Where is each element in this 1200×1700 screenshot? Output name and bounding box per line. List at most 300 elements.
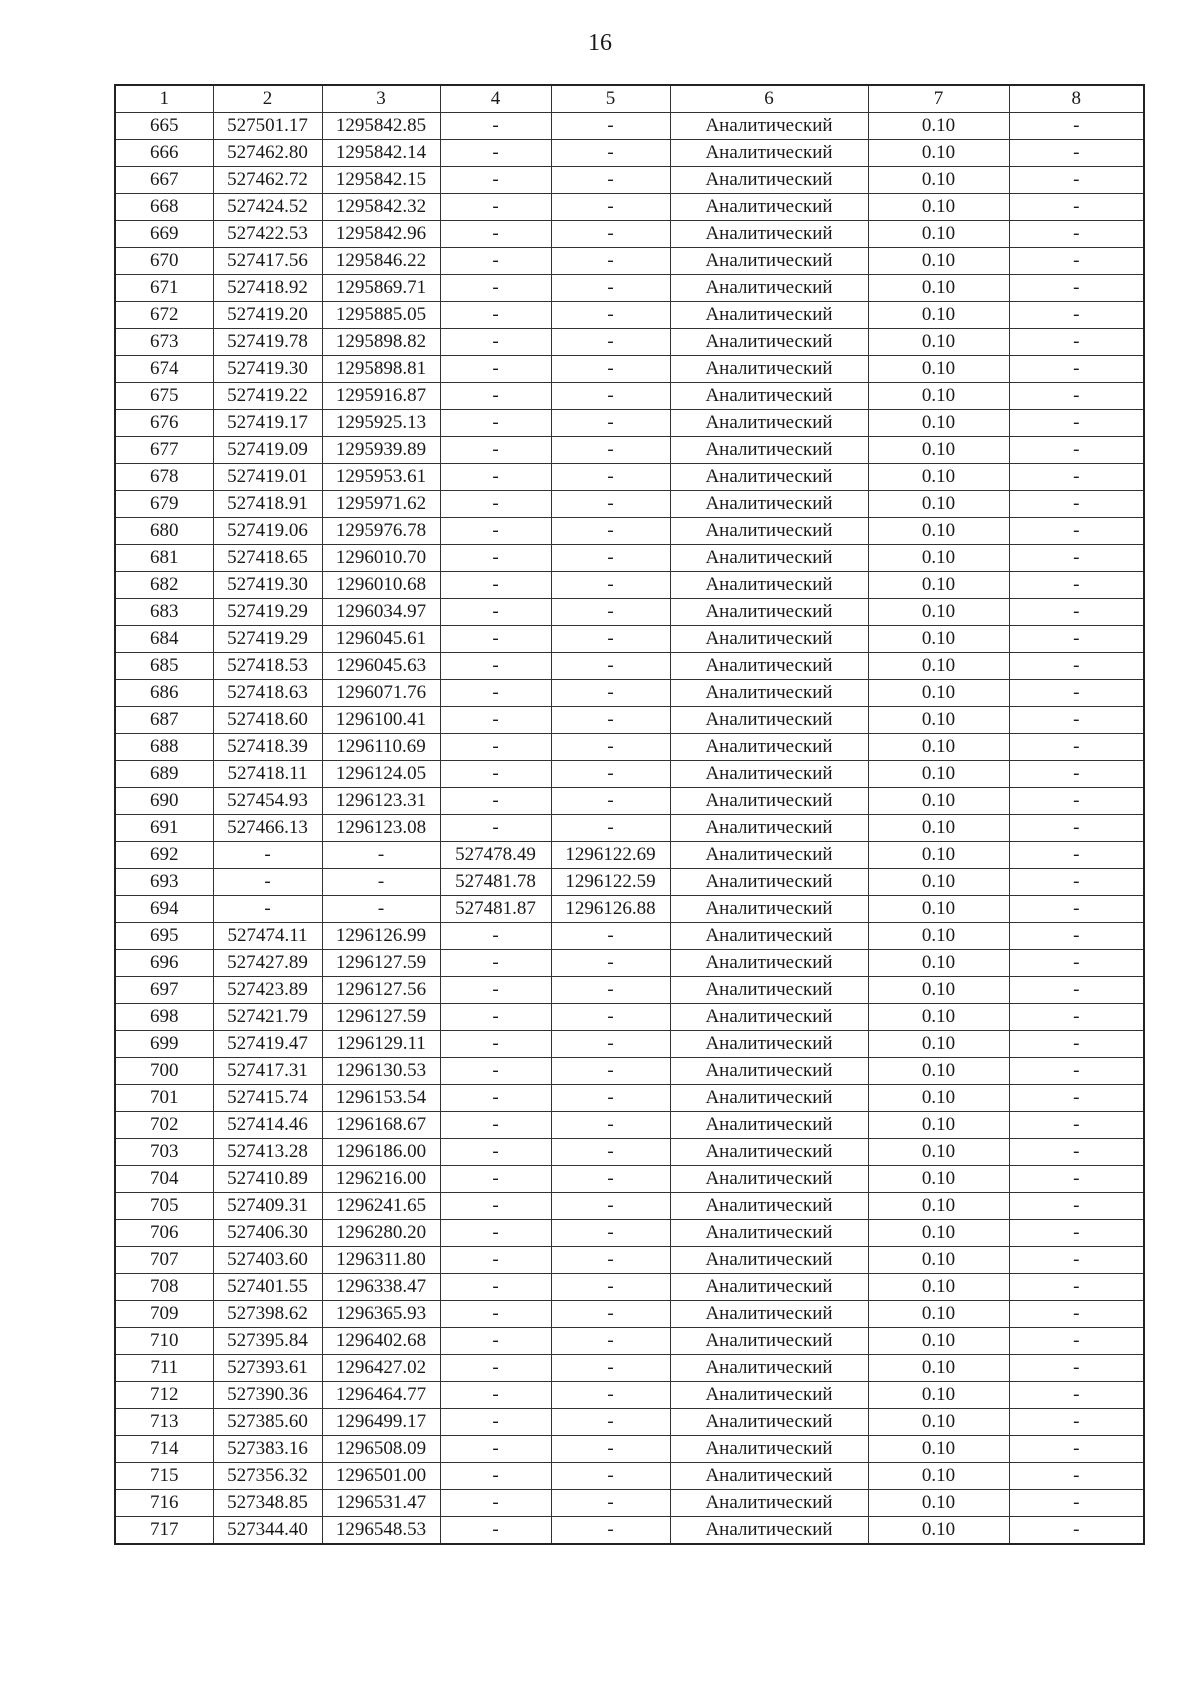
table-row <box>115 923 1144 950</box>
y-alt-coordinate-cell: - <box>551 1301 670 1328</box>
point-number-cell: 694 <box>115 896 213 923</box>
point-number-cell: 666 <box>115 140 213 167</box>
x-coordinate-cell: 527393.61 <box>213 1355 322 1382</box>
y-coordinate-cell: 1296338.47 <box>322 1274 440 1301</box>
y-alt-coordinate-cell: - <box>551 113 670 140</box>
point-number-cell: 668 <box>115 194 213 221</box>
y-coordinate-cell: 1295842.85 <box>322 113 440 140</box>
note-cell: - <box>1009 626 1144 653</box>
method-cell: Аналитический <box>670 1301 868 1328</box>
table-row <box>115 248 1144 275</box>
y-coordinate-cell: 1296100.41 <box>322 707 440 734</box>
x-alt-coordinate-cell: - <box>440 329 551 356</box>
point-number-cell: 714 <box>115 1436 213 1463</box>
x-coordinate-cell: 527419.20 <box>213 302 322 329</box>
x-alt-coordinate-cell: - <box>440 680 551 707</box>
method-cell: Аналитический <box>670 1436 868 1463</box>
note-cell: - <box>1009 1436 1144 1463</box>
point-number-cell: 704 <box>115 1166 213 1193</box>
method-cell: Аналитический <box>670 437 868 464</box>
accuracy-cell: 0.10 <box>868 167 1009 194</box>
accuracy-cell: 0.10 <box>868 1247 1009 1274</box>
table-row <box>115 1058 1144 1085</box>
point-number-cell: 690 <box>115 788 213 815</box>
accuracy-cell: 0.10 <box>868 1139 1009 1166</box>
note-cell: - <box>1009 842 1144 869</box>
table-row <box>115 221 1144 248</box>
x-coordinate-cell: 527383.16 <box>213 1436 322 1463</box>
x-coordinate-cell: 527419.17 <box>213 410 322 437</box>
y-alt-coordinate-cell: - <box>551 1058 670 1085</box>
x-alt-coordinate-cell: - <box>440 1436 551 1463</box>
table-row <box>115 815 1144 842</box>
note-cell: - <box>1009 437 1144 464</box>
note-cell: - <box>1009 491 1144 518</box>
y-coordinate-cell: 1296501.00 <box>322 1463 440 1490</box>
accuracy-cell: 0.10 <box>868 1355 1009 1382</box>
y-coordinate-cell: 1296123.08 <box>322 815 440 842</box>
x-alt-coordinate-cell: - <box>440 140 551 167</box>
x-coordinate-cell: 527419.30 <box>213 572 322 599</box>
x-alt-coordinate-cell: - <box>440 1274 551 1301</box>
point-number-cell: 674 <box>115 356 213 383</box>
table-row <box>115 329 1144 356</box>
table-row <box>115 1301 1144 1328</box>
x-alt-coordinate-cell: - <box>440 410 551 437</box>
y-alt-coordinate-cell: - <box>551 248 670 275</box>
method-cell: Аналитический <box>670 1382 868 1409</box>
x-alt-coordinate-cell: - <box>440 1355 551 1382</box>
x-alt-coordinate-cell: - <box>440 113 551 140</box>
note-cell: - <box>1009 815 1144 842</box>
x-coordinate-cell: 527419.47 <box>213 1031 322 1058</box>
accuracy-cell: 0.10 <box>868 734 1009 761</box>
x-alt-coordinate-cell: - <box>440 383 551 410</box>
note-cell: - <box>1009 1382 1144 1409</box>
method-cell: Аналитический <box>670 1355 868 1382</box>
y-alt-coordinate-cell: - <box>551 329 670 356</box>
note-cell: - <box>1009 275 1144 302</box>
y-alt-coordinate-cell: - <box>551 1004 670 1031</box>
method-cell: Аналитический <box>670 1328 868 1355</box>
accuracy-cell: 0.10 <box>868 1517 1009 1545</box>
note-cell: - <box>1009 1328 1144 1355</box>
x-alt-coordinate-cell: - <box>440 1085 551 1112</box>
note-cell: - <box>1009 113 1144 140</box>
x-coordinate-cell: 527395.84 <box>213 1328 322 1355</box>
point-number-cell: 708 <box>115 1274 213 1301</box>
x-coordinate-cell: 527419.01 <box>213 464 322 491</box>
y-alt-coordinate-cell: - <box>551 1463 670 1490</box>
accuracy-cell: 0.10 <box>868 1463 1009 1490</box>
method-cell: Аналитический <box>670 1004 868 1031</box>
y-alt-coordinate-cell: - <box>551 437 670 464</box>
point-number-cell: 679 <box>115 491 213 518</box>
method-cell: Аналитический <box>670 464 868 491</box>
point-number-cell: 670 <box>115 248 213 275</box>
note-cell: - <box>1009 329 1144 356</box>
accuracy-cell: 0.10 <box>868 1058 1009 1085</box>
y-coordinate-cell: 1296216.00 <box>322 1166 440 1193</box>
table-row <box>115 1166 1144 1193</box>
x-alt-coordinate-cell: - <box>440 923 551 950</box>
y-alt-coordinate-cell: - <box>551 167 670 194</box>
y-coordinate-cell: 1296531.47 <box>322 1490 440 1517</box>
table-row <box>115 707 1144 734</box>
method-cell: Аналитический <box>670 545 868 572</box>
point-number-cell: 688 <box>115 734 213 761</box>
y-alt-coordinate-cell: - <box>551 1085 670 1112</box>
accuracy-cell: 0.10 <box>868 140 1009 167</box>
y-coordinate-cell: 1295842.96 <box>322 221 440 248</box>
table-row <box>115 437 1144 464</box>
x-alt-coordinate-cell: 527481.87 <box>440 896 551 923</box>
note-cell: - <box>1009 518 1144 545</box>
point-number-cell: 711 <box>115 1355 213 1382</box>
y-alt-coordinate-cell: - <box>551 815 670 842</box>
point-number-cell: 689 <box>115 761 213 788</box>
y-coordinate-cell: 1296124.05 <box>322 761 440 788</box>
point-number-cell: 700 <box>115 1058 213 1085</box>
accuracy-cell: 0.10 <box>868 113 1009 140</box>
x-coordinate-cell: 527427.89 <box>213 950 322 977</box>
x-alt-coordinate-cell: - <box>440 599 551 626</box>
accuracy-cell: 0.10 <box>868 194 1009 221</box>
y-coordinate-cell: 1296365.93 <box>322 1301 440 1328</box>
y-coordinate-cell: 1296464.77 <box>322 1382 440 1409</box>
x-alt-coordinate-cell: - <box>440 1301 551 1328</box>
x-coordinate-cell: 527344.40 <box>213 1517 322 1545</box>
x-coordinate-cell: 527419.29 <box>213 626 322 653</box>
x-coordinate-cell: 527418.92 <box>213 275 322 302</box>
x-alt-coordinate-cell: - <box>440 653 551 680</box>
method-cell: Аналитический <box>670 248 868 275</box>
accuracy-cell: 0.10 <box>868 1328 1009 1355</box>
y-coordinate-cell: 1295846.22 <box>322 248 440 275</box>
y-coordinate-cell: 1296045.63 <box>322 653 440 680</box>
x-alt-coordinate-cell: - <box>440 1490 551 1517</box>
y-coordinate-cell: 1296127.59 <box>322 1004 440 1031</box>
method-cell: Аналитический <box>670 1517 868 1545</box>
point-number-cell: 695 <box>115 923 213 950</box>
method-cell: Аналитический <box>670 1166 868 1193</box>
accuracy-cell: 0.10 <box>868 869 1009 896</box>
note-cell: - <box>1009 572 1144 599</box>
y-coordinate-cell: 1296402.68 <box>322 1328 440 1355</box>
table-row <box>115 410 1144 437</box>
method-cell: Аналитический <box>670 302 868 329</box>
x-alt-coordinate-cell: - <box>440 464 551 491</box>
x-coordinate-cell: 527348.85 <box>213 1490 322 1517</box>
note-cell: - <box>1009 1220 1144 1247</box>
y-alt-coordinate-cell: - <box>551 518 670 545</box>
method-cell: Аналитический <box>670 329 868 356</box>
y-coordinate-cell: 1296129.11 <box>322 1031 440 1058</box>
y-coordinate-cell: 1295953.61 <box>322 464 440 491</box>
y-coordinate-cell: 1295885.05 <box>322 302 440 329</box>
point-number-cell: 713 <box>115 1409 213 1436</box>
accuracy-cell: 0.10 <box>868 383 1009 410</box>
method-cell: Аналитический <box>670 869 868 896</box>
x-alt-coordinate-cell: - <box>440 1328 551 1355</box>
x-coordinate-cell: 527390.36 <box>213 1382 322 1409</box>
x-alt-coordinate-cell: - <box>440 302 551 329</box>
table-row <box>115 869 1144 896</box>
method-cell: Аналитический <box>670 734 868 761</box>
note-cell: - <box>1009 761 1144 788</box>
table-row <box>115 1220 1144 1247</box>
y-coordinate-cell: 1296010.68 <box>322 572 440 599</box>
column-header: 2 <box>213 85 322 113</box>
method-cell: Аналитический <box>670 410 868 437</box>
accuracy-cell: 0.10 <box>868 1112 1009 1139</box>
column-header: 5 <box>551 85 670 113</box>
x-coordinate-cell: 527409.31 <box>213 1193 322 1220</box>
column-header: 3 <box>322 85 440 113</box>
table-row <box>115 572 1144 599</box>
x-alt-coordinate-cell: - <box>440 518 551 545</box>
x-coordinate-cell: 527423.89 <box>213 977 322 1004</box>
y-alt-coordinate-cell: - <box>551 356 670 383</box>
y-coordinate-cell: 1296045.61 <box>322 626 440 653</box>
y-coordinate-cell: 1296186.00 <box>322 1139 440 1166</box>
x-coordinate-cell: 527419.09 <box>213 437 322 464</box>
x-coordinate-cell: 527403.60 <box>213 1247 322 1274</box>
table-row <box>115 1490 1144 1517</box>
method-cell: Аналитический <box>670 842 868 869</box>
x-alt-coordinate-cell: - <box>440 221 551 248</box>
y-alt-coordinate-cell: - <box>551 599 670 626</box>
y-alt-coordinate-cell: - <box>551 626 670 653</box>
accuracy-cell: 0.10 <box>868 815 1009 842</box>
y-coordinate-cell: 1296241.65 <box>322 1193 440 1220</box>
method-cell: Аналитический <box>670 221 868 248</box>
accuracy-cell: 0.10 <box>868 896 1009 923</box>
point-number-cell: 693 <box>115 869 213 896</box>
y-coordinate-cell: 1295869.71 <box>322 275 440 302</box>
note-cell: - <box>1009 1139 1144 1166</box>
y-coordinate-cell: 1296311.80 <box>322 1247 440 1274</box>
y-coordinate-cell: - <box>322 869 440 896</box>
y-coordinate-cell: 1295971.62 <box>322 491 440 518</box>
table-row <box>115 1355 1144 1382</box>
point-number-cell: 672 <box>115 302 213 329</box>
accuracy-cell: 0.10 <box>868 788 1009 815</box>
accuracy-cell: 0.10 <box>868 842 1009 869</box>
point-number-cell: 717 <box>115 1517 213 1545</box>
note-cell: - <box>1009 1112 1144 1139</box>
y-alt-coordinate-cell: - <box>551 545 670 572</box>
accuracy-cell: 0.10 <box>868 707 1009 734</box>
table-row <box>115 977 1144 1004</box>
y-coordinate-cell: 1295898.81 <box>322 356 440 383</box>
y-alt-coordinate-cell: - <box>551 491 670 518</box>
table-row <box>115 950 1144 977</box>
accuracy-cell: 0.10 <box>868 680 1009 707</box>
point-number-cell: 696 <box>115 950 213 977</box>
method-cell: Аналитический <box>670 572 868 599</box>
note-cell: - <box>1009 302 1144 329</box>
method-cell: Аналитический <box>670 707 868 734</box>
y-coordinate-cell: 1295976.78 <box>322 518 440 545</box>
point-number-cell: 702 <box>115 1112 213 1139</box>
accuracy-cell: 0.10 <box>868 356 1009 383</box>
accuracy-cell: 0.10 <box>868 1193 1009 1220</box>
x-coordinate-cell: 527419.22 <box>213 383 322 410</box>
point-number-cell: 691 <box>115 815 213 842</box>
y-coordinate-cell: 1296010.70 <box>322 545 440 572</box>
table-row <box>115 1274 1144 1301</box>
x-coordinate-cell: 527421.79 <box>213 1004 322 1031</box>
method-cell: Аналитический <box>670 1112 868 1139</box>
note-cell: - <box>1009 1301 1144 1328</box>
table-body <box>115 113 1144 1545</box>
method-cell: Аналитический <box>670 167 868 194</box>
accuracy-cell: 0.10 <box>868 977 1009 1004</box>
coordinates-table <box>114 84 1145 1545</box>
note-cell: - <box>1009 1463 1144 1490</box>
table-row <box>115 1031 1144 1058</box>
y-alt-coordinate-cell: - <box>551 1031 670 1058</box>
x-alt-coordinate-cell: - <box>440 1139 551 1166</box>
note-cell: - <box>1009 1085 1144 1112</box>
y-alt-coordinate-cell: - <box>551 1274 670 1301</box>
y-coordinate-cell: 1295842.15 <box>322 167 440 194</box>
y-alt-coordinate-cell: - <box>551 302 670 329</box>
x-coordinate-cell: 527398.62 <box>213 1301 322 1328</box>
point-number-cell: 682 <box>115 572 213 599</box>
method-cell: Аналитический <box>670 1139 868 1166</box>
y-alt-coordinate-cell: - <box>551 1490 670 1517</box>
table-row <box>115 626 1144 653</box>
accuracy-cell: 0.10 <box>868 221 1009 248</box>
accuracy-cell: 0.10 <box>868 275 1009 302</box>
x-coordinate-cell: 527417.31 <box>213 1058 322 1085</box>
point-number-cell: 699 <box>115 1031 213 1058</box>
note-cell: - <box>1009 1058 1144 1085</box>
accuracy-cell: 0.10 <box>868 410 1009 437</box>
header-row <box>115 85 1144 113</box>
y-coordinate-cell: 1296427.02 <box>322 1355 440 1382</box>
accuracy-cell: 0.10 <box>868 599 1009 626</box>
point-number-cell: 687 <box>115 707 213 734</box>
table-row <box>115 1463 1144 1490</box>
y-coordinate-cell: 1296071.76 <box>322 680 440 707</box>
x-alt-coordinate-cell: - <box>440 977 551 1004</box>
column-header: 8 <box>1009 85 1144 113</box>
y-alt-coordinate-cell: 1296126.88 <box>551 896 670 923</box>
method-cell: Аналитический <box>670 599 868 626</box>
y-coordinate-cell: 1296130.53 <box>322 1058 440 1085</box>
y-alt-coordinate-cell: - <box>551 140 670 167</box>
table-header <box>115 85 1144 113</box>
point-number-cell: 677 <box>115 437 213 464</box>
accuracy-cell: 0.10 <box>868 1004 1009 1031</box>
accuracy-cell: 0.10 <box>868 1301 1009 1328</box>
point-number-cell: 698 <box>115 1004 213 1031</box>
y-coordinate-cell: 1296548.53 <box>322 1517 440 1545</box>
x-alt-coordinate-cell: - <box>440 788 551 815</box>
table-row <box>115 653 1144 680</box>
column-header: 6 <box>670 85 868 113</box>
x-alt-coordinate-cell: - <box>440 356 551 383</box>
note-cell: - <box>1009 167 1144 194</box>
y-alt-coordinate-cell: - <box>551 572 670 599</box>
y-coordinate-cell: 1295925.13 <box>322 410 440 437</box>
accuracy-cell: 0.10 <box>868 491 1009 518</box>
x-coordinate-cell: 527501.17 <box>213 113 322 140</box>
table-row <box>115 167 1144 194</box>
note-cell: - <box>1009 896 1144 923</box>
x-coordinate-cell: 527406.30 <box>213 1220 322 1247</box>
point-number-cell: 671 <box>115 275 213 302</box>
point-number-cell: 716 <box>115 1490 213 1517</box>
x-alt-coordinate-cell: - <box>440 1193 551 1220</box>
x-alt-coordinate-cell: - <box>440 1220 551 1247</box>
method-cell: Аналитический <box>670 923 868 950</box>
y-alt-coordinate-cell: - <box>551 275 670 302</box>
y-alt-coordinate-cell: - <box>551 464 670 491</box>
accuracy-cell: 0.10 <box>868 1031 1009 1058</box>
table-row <box>115 842 1144 869</box>
y-alt-coordinate-cell: - <box>551 950 670 977</box>
note-cell: - <box>1009 1274 1144 1301</box>
note-cell: - <box>1009 194 1144 221</box>
x-alt-coordinate-cell: - <box>440 1382 551 1409</box>
point-number-cell: 710 <box>115 1328 213 1355</box>
y-coordinate-cell: 1296034.97 <box>322 599 440 626</box>
x-alt-coordinate-cell: - <box>440 275 551 302</box>
method-cell: Аналитический <box>670 815 868 842</box>
table-row <box>115 1517 1144 1545</box>
table-row <box>115 356 1144 383</box>
x-coordinate-cell: 527356.32 <box>213 1463 322 1490</box>
x-coordinate-cell: - <box>213 842 322 869</box>
point-number-cell: 681 <box>115 545 213 572</box>
accuracy-cell: 0.10 <box>868 626 1009 653</box>
note-cell: - <box>1009 869 1144 896</box>
point-number-cell: 707 <box>115 1247 213 1274</box>
x-alt-coordinate-cell: - <box>440 1166 551 1193</box>
accuracy-cell: 0.10 <box>868 572 1009 599</box>
column-header: 4 <box>440 85 551 113</box>
x-alt-coordinate-cell: - <box>440 167 551 194</box>
y-alt-coordinate-cell: - <box>551 1193 670 1220</box>
note-cell: - <box>1009 464 1144 491</box>
method-cell: Аналитический <box>670 1490 868 1517</box>
table-row <box>115 1436 1144 1463</box>
y-coordinate-cell: 1295898.82 <box>322 329 440 356</box>
x-alt-coordinate-cell: - <box>440 545 551 572</box>
x-coordinate-cell: 527418.39 <box>213 734 322 761</box>
method-cell: Аналитический <box>670 194 868 221</box>
method-cell: Аналитический <box>670 1085 868 1112</box>
table-row <box>115 194 1144 221</box>
y-alt-coordinate-cell: - <box>551 707 670 734</box>
x-alt-coordinate-cell: - <box>440 1112 551 1139</box>
x-alt-coordinate-cell: - <box>440 1409 551 1436</box>
method-cell: Аналитический <box>670 788 868 815</box>
method-cell: Аналитический <box>670 113 868 140</box>
y-alt-coordinate-cell: - <box>551 383 670 410</box>
x-coordinate-cell: 527414.46 <box>213 1112 322 1139</box>
y-alt-coordinate-cell: - <box>551 1355 670 1382</box>
y-alt-coordinate-cell: - <box>551 1382 670 1409</box>
method-cell: Аналитический <box>670 896 868 923</box>
table-row <box>115 1112 1144 1139</box>
x-alt-coordinate-cell: - <box>440 194 551 221</box>
x-coordinate-cell: 527462.80 <box>213 140 322 167</box>
